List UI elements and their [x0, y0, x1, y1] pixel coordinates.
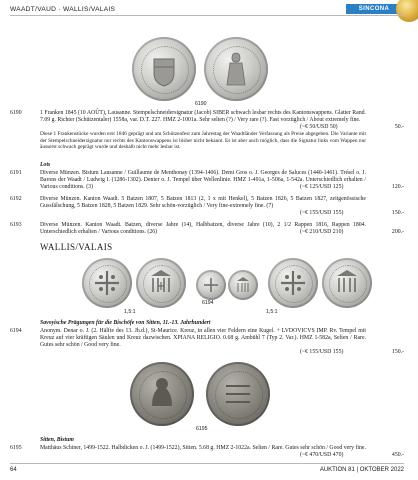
lot-text-6195: Matthäus Schiner, 1499-1522. Halbdicken o. J. (1499-1522), Sitten. 5.68 g. HMZ 2-1022a. Selten / Rare. Gutes sehr schön / Good very fine. [40, 445, 366, 451]
brand-badge: SINCONA [346, 4, 402, 14]
lot-estimate-6194: (~€ 155/USD 155) [300, 349, 344, 355]
gold-coin-thumbnail [396, 0, 418, 22]
figure-label-6194: 6194 [202, 300, 214, 306]
lot-number-6195: 6195 [10, 445, 22, 451]
coin-6190-reverse [204, 37, 268, 101]
footer-auction: AUKTION 81 | OKTOBER 2022 [319, 467, 404, 473]
lot-text-6191: Diverse Münzen. Bistum Lausanne / Guillaume de Menthonay (1394-1406). Demi Gros o. J. Georges de Saluces (1440-1461). Trésel o. J. Barons der Waadt / Ludwig I. (1286-1302). Denier o. J. Tempel über Wellenlinie. HMZ 1-491a, 1-506a, 1-542a. Unterschiedlich erhalten / Various conditions. (3) [40, 170, 366, 191]
coin-6194-obverse-enlarged [82, 258, 132, 308]
coin-6194-obverse-enlarged-2 [268, 258, 318, 308]
lot-price-6190: 50.- [394, 124, 404, 130]
lot-text-6193: Diverse Münzen. Kanton Waadt. Batzen, diverse Jahre (14), Halbbatzen, diverse Jahre (10), 2 1/2 Rappen 1816, Rappen 1804. Unterschiedlich erhalten / Various conditions. (26) [40, 222, 366, 236]
lot-text-6192: Diverse Münzen. Kanton Waadt. 5 Batzen 1807, 5 Batzen 1813 (2, 1 x mit Henkel), 5 Batzen 1826, 5 Batzen 1827, zeitgenössische Gussfälschung, 5 Batzen 1828, 5 Batzen 1829. Sehr schön-vorzüglich / Very fine-extremely fine. (7) [40, 196, 366, 210]
lot-estimate-6195: (~€ 470/USD 470) [300, 452, 344, 458]
coin-6195-reverse [206, 362, 270, 426]
scale-right: 1,5:1 [266, 309, 278, 315]
subsection-sitten: Sitten, Bistum [40, 437, 74, 443]
lot-text-6190: 1 Franken 1845 (10 AOÛT), Lausanne. Stempelschneidersignatur (Jacob) SIBER schwach lesbar rechts des Kantonswappens. Glatter Rand. 7.09 g. Richter (Schützentaler) 1558a, var. D.T. 227. HMZ 2-1001a. Sehr selten (?) / Very rare (?). Fast vorzüglich / About extremely fine. [40, 110, 366, 124]
figure-label-6195: 6195 [196, 426, 208, 432]
header-rule [10, 15, 404, 16]
lot-price-6195: 450.- [391, 452, 404, 458]
lot-price-6193: 200.- [391, 229, 404, 235]
coin-6194-reverse [228, 270, 258, 300]
scale-left: 1,5:1 [124, 309, 136, 315]
page-number: 64 [10, 467, 17, 473]
lot-number-6192: 6192 [10, 196, 22, 202]
lot-price-6192: 150.- [391, 210, 404, 216]
figure-label-6190: 6190 [195, 101, 207, 107]
lot-estimate-6191: (~€ 125/USD 125) [300, 184, 344, 190]
footer-rule [10, 463, 404, 464]
lot-estimate-6192: (~€ 155/USD 155) [300, 210, 344, 216]
lots-heading: Lots [40, 162, 51, 168]
lot-text-6194: Anonym. Denar o. J. (2. Hälfte des 13. Jh.d.), St-Maurice. Kreuz, in allen vier Feldern eine Kugel. + LVDOVICVS IMP. Rv. Tempel mit Kreuz auf vier kräftigen Säulen und Kreuz dazwischen. XPIANA RELIGIO. 0.68 g. Ambühl 7 (Typ 2. Var.). HMZ 1-582a, Selten / Rare. Gutes sehr schön / Good very fine. [40, 328, 366, 349]
coin-6190-obverse [132, 37, 196, 101]
coin-6194-obverse [196, 270, 226, 300]
lot-note-6190: Diese 1 Frankenstücke wurden erst 1846 geprägt und am Schützenfest zum Jahrestag der Waadtländer Verfassung als Preise abgegeben. Die Variante mit der Stempelschneidersignatur nur rechts des Kantonswappens ist bisher nicht bekannt. Es ist aber auch möglich, dass die Signatur links vom Wappen nur äusserst schwach geprägt wurde und deshalb nicht mehr lesbar ist. [40, 131, 366, 150]
lot-estimate-6193: (~€ 210/USD 210) [300, 229, 344, 235]
lot-price-6194: 150.- [391, 349, 404, 355]
coin-6195-obverse [130, 362, 194, 426]
lot-number-6191: 6191 [10, 170, 22, 176]
page-header-title: WAADT/VAUD · WALLIS/VALAIS [10, 6, 116, 13]
coin-6194-reverse-enlarged-2 [322, 258, 372, 308]
section-title-wallis: WALLIS/VALAIS [40, 242, 113, 252]
lot-number-6190: 6190 [10, 110, 22, 116]
coin-6194-reverse-enlarged [136, 258, 186, 308]
lot-estimate-6190: (~€ 50/USD 50) [300, 124, 338, 130]
subsection-savoy: Savoyische Prägungen für die Bischöfe von Sitten, 11.-13. Jahrhundert [40, 320, 211, 326]
lot-number-6194: 6194 [10, 328, 22, 334]
lot-price-6191: 120.- [391, 184, 404, 190]
lot-number-6193: 6193 [10, 222, 22, 228]
